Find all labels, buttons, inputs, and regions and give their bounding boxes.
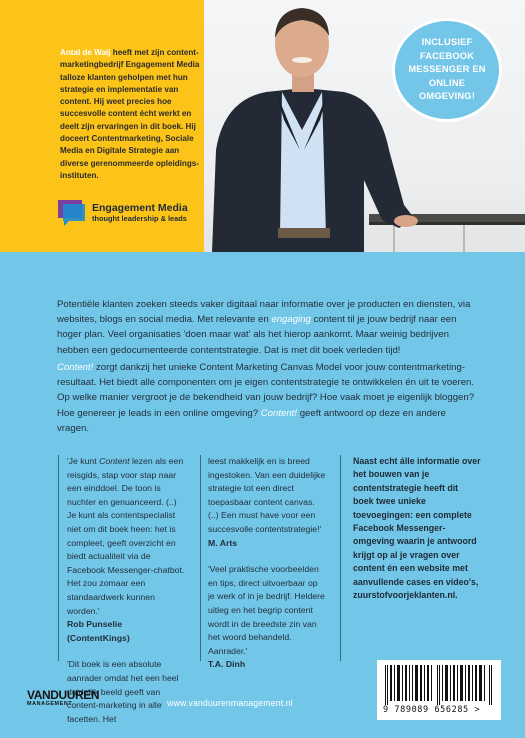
quote-3: leest makkelijk en is breed ingestoken. Van een duidelijke strategie tot een direct toepasbaar content canvas. (..) Een must have voor een succesvolle contentstrategie!' [208, 456, 326, 534]
divider [58, 455, 59, 661]
quote-1 [67, 455, 187, 618]
intro-p1-emphasis: engaging [271, 314, 311, 326]
isbn-digits: 9 789089 656285 > [383, 705, 481, 715]
author-bio-text: heeft met zijn content-marketingbedrijf Engagement Media talloze klanten geholpen met hun strategie en implementatie van content. Hij weet precies hoe succesvolle content écht werkt en deelt zijn ervaringen in dit boek. Hij doceert Contentmarketing, Sociale Media en Digitale Strategie aan diverse gerenommeerde opleidings-instituten. [60, 48, 200, 180]
intro-p2-emphasis: Content! [57, 362, 94, 373]
intro-p1-start: Potentiële klanten zoeken steeds vaker digitaal naar informatie over je producten en diensten, via websites, blogs en social media. Met relevante en [57, 299, 471, 326]
publisher-subtitle: MANAGEMENT [27, 701, 73, 707]
quote-4-author: T.A. Dinh [208, 659, 246, 670]
speech-bubble-icon [58, 200, 88, 226]
quote-4: 'Veel praktische voorbeelden en tips, direct uitvoerbaar op je werk of in je bedrijf. Heldere uitleg en het begrip content wordt in de breedste zin van het woord behandeld. Aanrader.' [208, 564, 325, 656]
quote-1-body: lezen als een reisgids, stap voor stap naar een einddoel. De toon is nuchter en genuanceerd. (..) Je kunt als contentspecialist niet om dit boek heen: het is compleet, geeft overzicht en biedt actualiteit via de Facebook Messenger-chatbot. Het zou zomaar een standaardwerk kunnen worden.' [67, 456, 185, 616]
quote-1-author: Rob Punselie (ContentKings) [67, 619, 130, 643]
quote-1-start: 'Je kunt [67, 456, 97, 466]
engagement-media-logo [58, 200, 188, 226]
feature-summary: Naast echt álle informatie over het bouwen van je contentstrategie heeft dit boek twee unieke toevoegingen: een complete Facebook Messenger-omgeving waarin je antwoord krijgt op al je vragen over content én een website met aanvullende cases en video's, zuurstofvoorjeklanten.nl. [353, 456, 481, 601]
intro-paragraph-2 [57, 360, 477, 436]
intro-p1-end: content til je jouw bedrijf naar een hoger plan. Veel organisaties 'doen maar wat' als het hierop aankomt. Maar weinig bedrijven hebben een gedocumenteerde contentstrategie. Dat is met dit boek verleden tijd! [57, 314, 457, 356]
promo-badge [392, 18, 502, 122]
divider [340, 455, 341, 661]
barcode-bars [385, 665, 493, 705]
intro-p2-body: zorgt dankzij het unieke Content Marketing Canvas Model voor jouw contentmarketing-resultaat. Het biedt alle componenten om je eigen contentstrategie te ontwikkelen én uit te voeren. Op welke manier vergroot je de bekendheid van jouw bedrijf? Hoe vaak moet je eigenlijk bloggen? Hoe genereer je leads in een online omgeving? [57, 362, 475, 419]
isbn-barcode [377, 660, 501, 720]
quote-column-2 [208, 455, 326, 672]
promo-badge-text: INCLUSIEF FACEBOOK MESSENGER EN ONLINE OMGEVING! [408, 37, 486, 102]
publisher-logo [27, 688, 99, 707]
intro-p2-end: geeft antwoord op deze en andere vragen. [57, 407, 446, 434]
quote-column-1 [67, 455, 187, 726]
quote-1-emphasis: Content [99, 456, 130, 466]
author-name: Antal de Waij [60, 48, 111, 57]
quote-3-author: M. Arts [208, 537, 238, 548]
quote-2: 'Dit boek is een absolute aanrader omdat het een heel duidelijk beeld geeft van content-marketing in alle facetten. Het [67, 659, 179, 724]
logo-title: Engagement Media [92, 202, 188, 214]
intro-paragraph-1 [57, 297, 477, 358]
publisher-name: VANDUUREN [27, 688, 100, 702]
author-bio [60, 47, 202, 182]
logo-tagline: thought leadership & leads [92, 214, 187, 223]
website-link[interactable]: www.vanduurenmanagement.nl [167, 698, 293, 708]
intro-p2-emphasis-2: Content! [260, 407, 298, 419]
divider [200, 455, 201, 661]
